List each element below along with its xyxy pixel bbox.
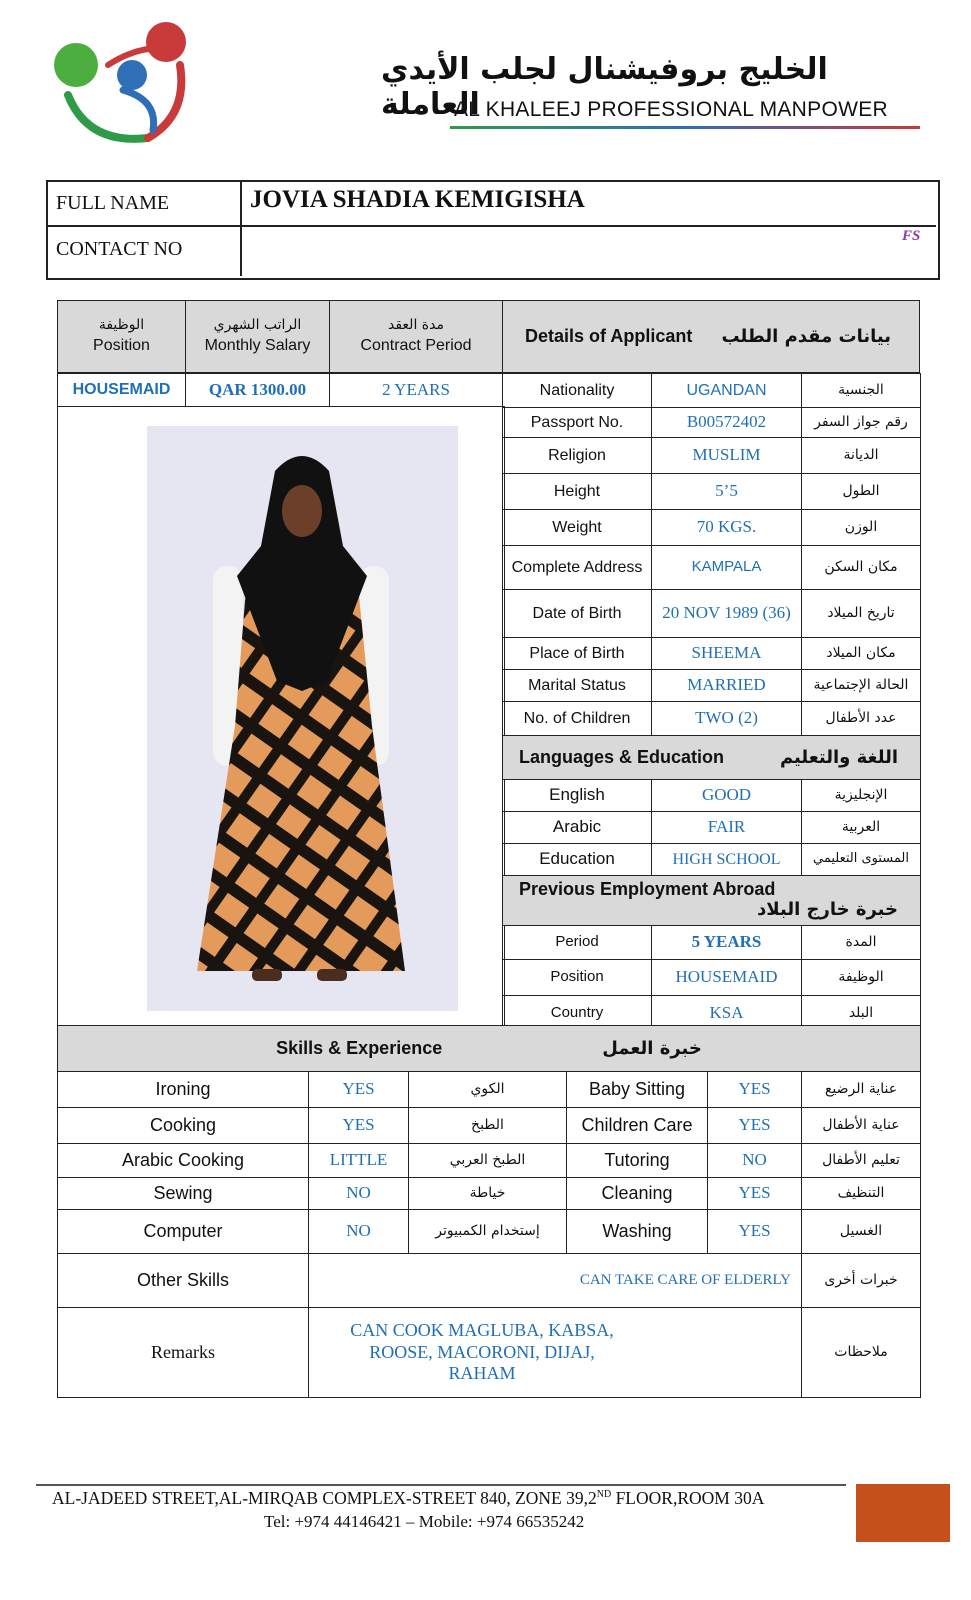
- skill-value: NO: [309, 1178, 409, 1210]
- skill-label: Arabic Cooking: [58, 1144, 309, 1178]
- detail-label-ar: رقم جواز السفر: [802, 408, 921, 438]
- skill-label: Washing: [567, 1210, 708, 1254]
- skill-label-ar: إستخدام الكمبيوتر: [409, 1210, 567, 1254]
- language-label-ar: الإنجليزية: [802, 780, 921, 812]
- employment-label: Country: [503, 996, 652, 1032]
- remarks-row: [58, 1308, 921, 1398]
- skills-header: Skills & Experience خبرة العمل: [58, 1026, 921, 1072]
- footer-accent-block: [856, 1484, 950, 1542]
- skill-label-ar: التنظيف: [802, 1178, 921, 1210]
- skill-label: Baby Sitting: [567, 1072, 708, 1108]
- salary-value: QAR 1300.00: [185, 373, 330, 407]
- table-row: [503, 474, 921, 510]
- employment-label: Period: [503, 926, 652, 960]
- header-underline: [450, 126, 920, 129]
- table-row: [503, 812, 921, 844]
- company-arabic-name: الخليج بروفيشنال لجلب الأيدي العاملة: [381, 52, 828, 122]
- detail-label-ar: عدد الأطفال: [802, 702, 921, 736]
- skill-value: NO: [309, 1210, 409, 1254]
- table-row: [503, 374, 921, 408]
- contract-header: مدة العقد Contract Period: [329, 300, 503, 373]
- applicant-photo: [147, 426, 458, 1011]
- detail-value: SHEEMA: [652, 638, 802, 670]
- employment-label: Position: [503, 960, 652, 996]
- other-skills-label-ar: خبرات أخرى: [802, 1254, 921, 1308]
- skill-label-ar: الغسيل: [802, 1210, 921, 1254]
- skill-label-ar: الطبخ: [409, 1108, 567, 1144]
- position-value: HOUSEMAID: [57, 373, 186, 407]
- skill-label: Cooking: [58, 1108, 309, 1144]
- language-label: English: [503, 780, 652, 812]
- language-value: FAIR: [652, 812, 802, 844]
- detail-value: KAMPALA: [652, 546, 802, 590]
- employment-label-ar: البلد: [802, 996, 921, 1032]
- table-row: [503, 702, 921, 736]
- table-row: [503, 438, 921, 474]
- applicant-details-header: Details of Applicant بيانات مقدم الطلب: [502, 300, 920, 373]
- remarks-label-ar: ملاحظات: [802, 1308, 921, 1398]
- detail-label: Place of Birth: [503, 638, 652, 670]
- remarks-value: CAN COOK MAGLUBA, KABSA, ROOSE, MACORONI, DIJAJ, RAHAM: [309, 1308, 802, 1398]
- skill-label-ar: تعليم الأطفال: [802, 1144, 921, 1178]
- company-logo: [48, 20, 198, 145]
- language-value: GOOD: [652, 780, 802, 812]
- detail-label-ar: الوزن: [802, 510, 921, 546]
- table-row: [503, 510, 921, 546]
- skill-value: YES: [708, 1210, 802, 1254]
- detail-label: Height: [503, 474, 652, 510]
- skill-value: NO: [708, 1144, 802, 1178]
- language-label-ar: المستوى التعليمي: [802, 844, 921, 876]
- detail-label-ar: تاريخ الميلاد: [802, 590, 921, 638]
- table-row: [58, 1144, 921, 1178]
- table-row: [503, 408, 921, 438]
- table-row: [503, 780, 921, 812]
- skill-label: Sewing: [58, 1178, 309, 1210]
- table-row: [503, 926, 921, 960]
- initials-mark: FS: [902, 228, 921, 244]
- skills-table: [57, 1025, 921, 1398]
- detail-value: UGANDAN: [652, 374, 802, 408]
- company-english-name: AL KHALEEJ PROFESSIONAL MANPOWER: [454, 98, 888, 121]
- detail-label: No. of Children: [503, 702, 652, 736]
- skill-value: YES: [708, 1072, 802, 1108]
- skill-label-ar: الكوي: [409, 1072, 567, 1108]
- detail-label-ar: الديانة: [802, 438, 921, 474]
- detail-label-ar: مكان السكن: [802, 546, 921, 590]
- detail-value: 70 KGS.: [652, 510, 802, 546]
- table-row: [503, 960, 921, 996]
- skill-label-ar: الطبخ العربي: [409, 1144, 567, 1178]
- employment-header: Previous Employment Abroad خبرة خارج البلاد: [503, 876, 921, 926]
- footer-rule: [36, 1484, 846, 1486]
- footer-address: AL-JADEED STREET,AL-MIRQAB COMPLEX-STREET 840, ZONE 39,2ND FLOOR,ROOM 30A: [52, 1488, 765, 1508]
- position-header: الوظيفة Position: [57, 300, 186, 373]
- table-row: [503, 590, 921, 638]
- skill-label: Tutoring: [567, 1144, 708, 1178]
- remarks-label: Remarks: [58, 1308, 309, 1398]
- table-row: [58, 1210, 921, 1254]
- detail-label: Marital Status: [503, 670, 652, 702]
- detail-label: Religion: [503, 438, 652, 474]
- detail-value: MARRIED: [652, 670, 802, 702]
- contact-label: CONTACT NO: [56, 238, 183, 260]
- detail-label: Nationality: [503, 374, 652, 408]
- other-skills-row: [58, 1254, 921, 1308]
- skill-value: YES: [309, 1072, 409, 1108]
- other-skills-label: Other Skills: [58, 1254, 309, 1308]
- employment-value: HOUSEMAID: [652, 960, 802, 996]
- skill-value: LITTLE: [309, 1144, 409, 1178]
- table-row: [58, 1178, 921, 1210]
- applicant-details-table: [502, 373, 921, 1032]
- detail-label-ar: الطول: [802, 474, 921, 510]
- skill-label: Children Care: [567, 1108, 708, 1144]
- full-name-label: FULL NAME: [56, 192, 170, 214]
- detail-label-ar: الحالة الإجتماعية: [802, 670, 921, 702]
- detail-label: Complete Address: [503, 546, 652, 590]
- detail-value: MUSLIM: [652, 438, 802, 474]
- detail-value: 5’5: [652, 474, 802, 510]
- contract-value: 2 YEARS: [329, 373, 503, 407]
- detail-label-ar: الجنسية: [802, 374, 921, 408]
- skill-label: Ironing: [58, 1072, 309, 1108]
- detail-label: Date of Birth: [503, 590, 652, 638]
- skill-value: YES: [708, 1108, 802, 1144]
- detail-value: 20 NOV 1989 (36): [652, 590, 802, 638]
- detail-label: Weight: [503, 510, 652, 546]
- full-name-value: JOVIA SHADIA KEMIGISHA: [250, 186, 585, 213]
- detail-value: B00572402: [652, 408, 802, 438]
- skill-label-ar: خياطة: [409, 1178, 567, 1210]
- language-label-ar: العربية: [802, 812, 921, 844]
- other-skills-value: CAN TAKE CARE OF ELDERLY: [309, 1254, 802, 1308]
- skill-value: YES: [708, 1178, 802, 1210]
- language-label: Arabic: [503, 812, 652, 844]
- employment-value: KSA: [652, 996, 802, 1032]
- detail-label-ar: مكان الميلاد: [802, 638, 921, 670]
- three-figures-logo-icon: [48, 20, 198, 145]
- table-row: [503, 670, 921, 702]
- skill-label-ar: عناية الرضيع: [802, 1072, 921, 1108]
- table-row: [58, 1072, 921, 1108]
- detail-value: TWO (2): [652, 702, 802, 736]
- skill-label: Computer: [58, 1210, 309, 1254]
- employment-value: 5 YEARS: [652, 926, 802, 960]
- skill-value: YES: [309, 1108, 409, 1144]
- table-row: [58, 1108, 921, 1144]
- detail-label: Passport No.: [503, 408, 652, 438]
- employment-label-ar: المدة: [802, 926, 921, 960]
- employment-label-ar: الوظيفة: [802, 960, 921, 996]
- table-row: [503, 638, 921, 670]
- languages-header: Languages & Education اللغة والتعليم: [503, 736, 921, 780]
- language-label: Education: [503, 844, 652, 876]
- footer-contact: Tel: +974 44146421 – Mobile: +974 66535242: [264, 1512, 585, 1531]
- table-row: [503, 844, 921, 876]
- language-value: HIGH SCHOOL: [652, 844, 802, 876]
- skill-label: Cleaning: [567, 1178, 708, 1210]
- table-row: [503, 546, 921, 590]
- salary-header: الراتب الشهري Monthly Salary: [185, 300, 330, 373]
- person-photo-icon: [147, 426, 458, 1011]
- skill-label-ar: عناية الأطفال: [802, 1108, 921, 1144]
